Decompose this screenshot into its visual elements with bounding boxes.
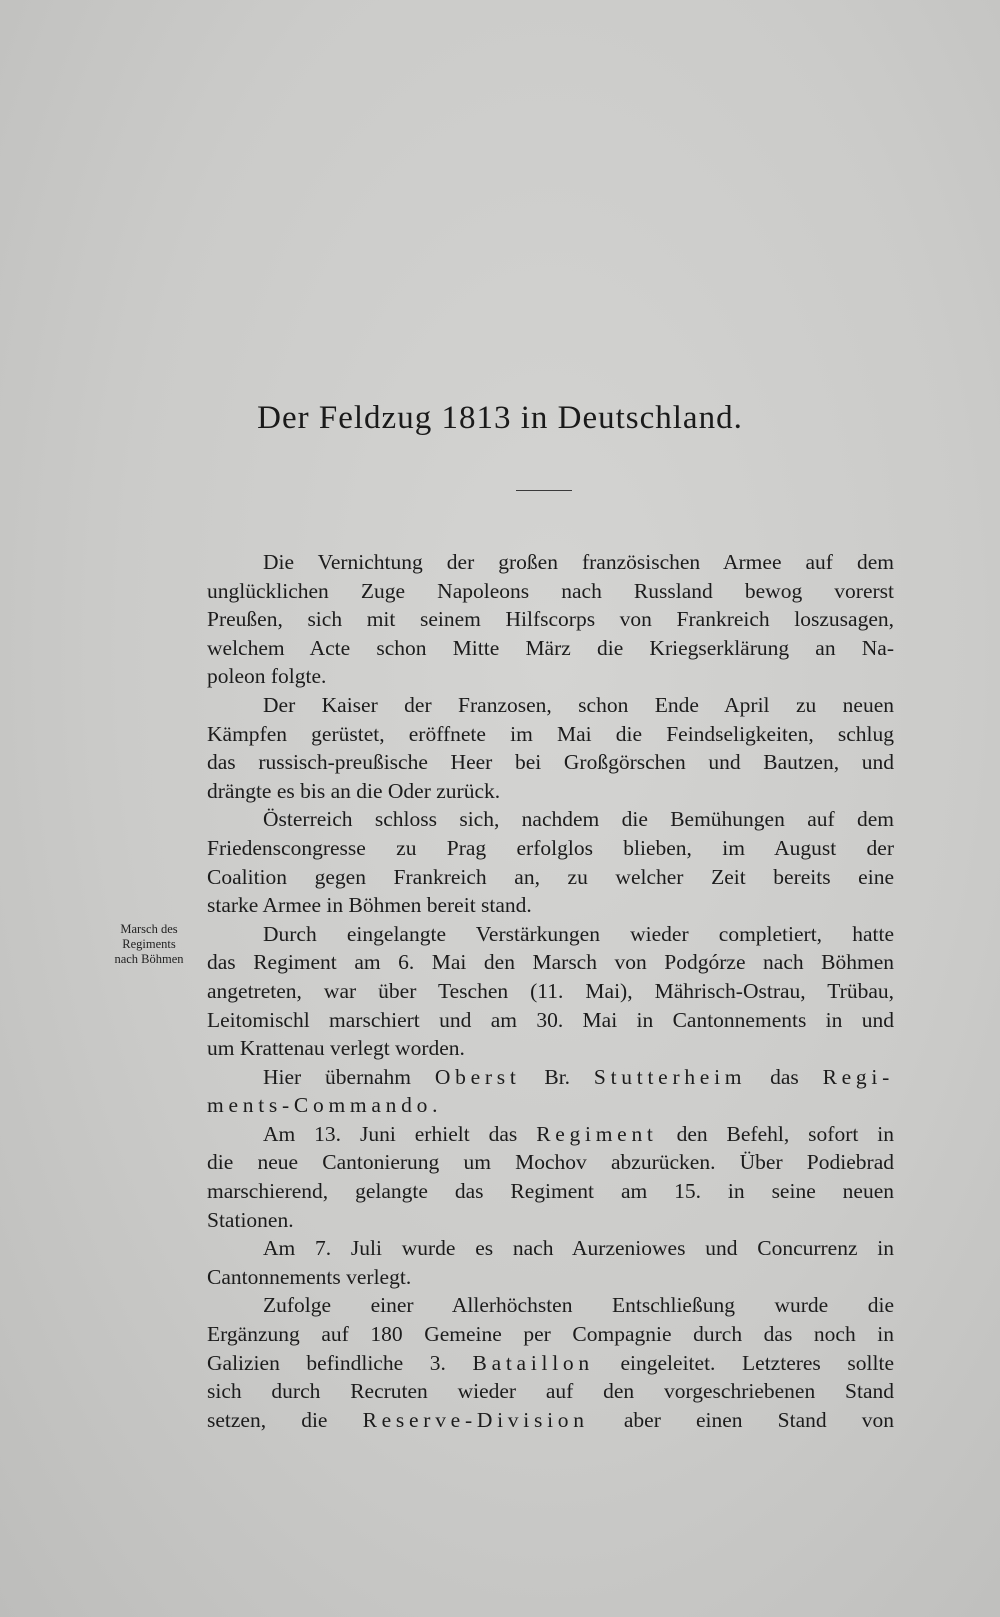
text-line [207,662,894,691]
text-segment: Durch eingelangte Verstärkungen wieder completiert, hatte [263,921,894,946]
text-segment: die neue Cantonierung um Mochov abzurücken. Über Podiebrad [207,1150,894,1175]
text-line [207,1006,894,1035]
spaced-text-segment: Bataillon [472,1350,594,1375]
text-segment: Stationen. [207,1207,294,1232]
text-segment: das [746,1064,823,1089]
text-line [207,834,894,863]
title-divider [516,490,572,491]
text-segment: drängte es bis an die Oder zurück. [207,778,501,803]
text-segment: Der Kaiser der Franzosen, schon Ende April zu neuen [263,692,894,717]
text-line [207,748,894,777]
text-segment: sich durch Recruten wieder auf den vorgeschriebenen Stand [207,1379,894,1404]
text-segment: Zufolge einer Allerhöchsten Entschließung wurde die [263,1293,894,1318]
text-segment: Cantonnements verlegt. [207,1264,412,1289]
text-line [207,1291,894,1320]
text-line [207,605,894,634]
text-segment: eingeleitet. Letzteres sollte [593,1350,894,1375]
text-line [207,1206,894,1235]
text-segment: Ergänzung auf 180 Gemeine per Compagnie durch das noch in [207,1322,894,1347]
text-segment: Am 7. Juli wurde es nach Aurzeniowes und Concurrenz in [263,1236,894,1261]
spaced-text-segment: Oberst [434,1064,521,1089]
text-line [207,977,894,1006]
text-line [207,691,894,720]
spaced-text-segment: ments-Commando. [207,1093,443,1118]
text-segment: marschierend, gelangte das Regiment am 15. in seine neuen [207,1179,894,1204]
text-segment: Br. [520,1064,594,1089]
text-segment: den Befehl, sofort in [657,1121,894,1146]
text-segment: Österreich schloss sich, nachdem die Bemühungen auf dem [263,807,894,832]
text-segment: Preußen, sich mit seinem Hilfscorps von Frankreich loszusagen, [207,607,894,632]
text-segment: Die Vernichtung der großen französischen Armee auf dem [263,550,894,574]
text-segment: Friedenscongresse zu Prag erfolglos blieben, im August der [207,835,894,860]
text-line [207,1120,894,1149]
text-line [207,634,894,663]
text-segment: starke Armee in Böhmen bereit stand. [207,893,532,918]
text-line [207,1263,894,1292]
text-line [207,1349,894,1378]
text-segment: Am 13. Juni erhielt das [263,1121,537,1146]
text-segment: aber einen Stand von [588,1407,894,1432]
text-segment: welchem Acte schon Mitte März die Kriegserklärung an Na- [207,635,894,660]
text-line [207,1063,894,1092]
text-segment: poleon folgte. [207,664,327,689]
text-line [207,1377,894,1406]
text-segment: um Krattenau verlegt worden. [207,1036,465,1061]
margin-note-line: Regiments [122,937,176,951]
text-segment: Hier übernahm [263,1064,435,1089]
text-segment: Leitomischl marschiert und am 30. Mai in Cantonnements in und [207,1007,894,1032]
margin-note-line: nach Böhmen [114,952,184,966]
body-text [207,548,894,1434]
text-line [207,948,894,977]
text-segment: Galizien befindliche 3. [207,1350,473,1375]
text-line [207,1406,894,1435]
text-segment: Coalition gegen Frankreich an, zu welcher Zeit bereits eine [207,864,894,889]
text-line [207,920,894,949]
chapter-title: Der Feldzug 1813 in Deutschland. [257,400,743,436]
text-segment: das russisch-preußische Heer bei Großgörschen und Bautzen, und [207,750,894,775]
text-line [207,777,894,806]
text-line [207,548,894,577]
text-segment: das Regiment am 6. Mai den Marsch von Podgórze nach Böhmen [207,950,894,975]
text-line [207,1034,894,1063]
text-line [207,1320,894,1349]
text-line [207,891,894,920]
margin-note-line: Marsch des [120,922,178,936]
text-line [207,1091,894,1120]
margin-note [96,922,202,967]
text-line [207,1234,894,1263]
text-line [207,577,894,606]
text-segment: unglücklichen Zuge Napoleons nach Russland bewog vorerst [207,578,894,603]
spaced-text-segment: Regiment [536,1121,658,1146]
text-line [207,720,894,749]
text-line [207,805,894,834]
text-line [207,863,894,892]
spaced-text-segment: Regi- [822,1064,894,1089]
text-segment: Kämpfen gerüstet, eröffnete im Mai die Feindseligkeiten, schlug [207,721,894,746]
text-line [207,1177,894,1206]
spaced-text-segment: Reserve-Division [362,1407,589,1432]
spaced-text-segment: Stutterheim [593,1064,747,1089]
text-segment: setzen, die [207,1407,363,1432]
text-line [207,1148,894,1177]
text-segment: angetreten, war über Teschen (11. Mai), Mährisch-Ostrau, Trübau, [207,978,894,1003]
